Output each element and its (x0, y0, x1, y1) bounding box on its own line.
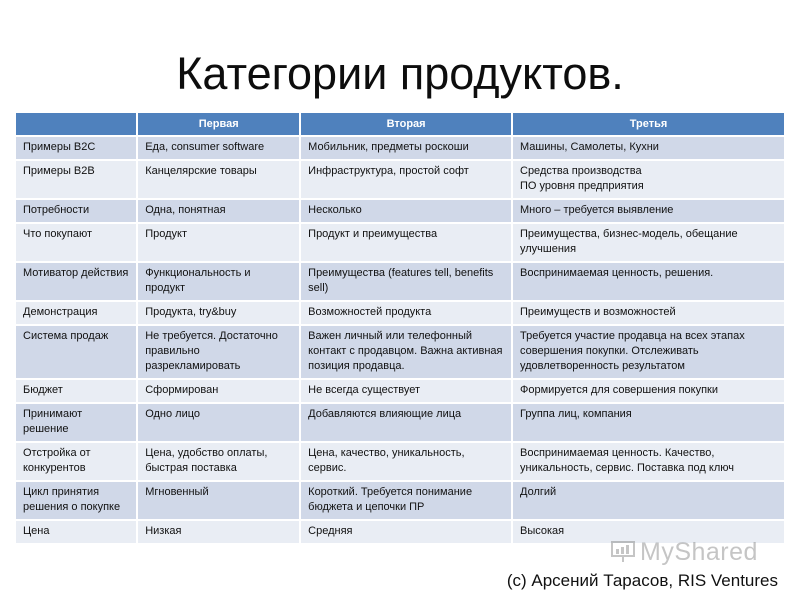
table-cell: Одно лицо (138, 404, 299, 441)
row-label-cell: Примеры B2C (16, 137, 136, 159)
table-row (16, 263, 784, 300)
table-cell: Несколько (301, 200, 511, 222)
table-cell: Добавляются влияющие лица (301, 404, 511, 441)
table-row (16, 380, 784, 402)
table-row (16, 482, 784, 519)
table-cell: Формируется для совершения покупки (513, 380, 784, 402)
table-row (16, 302, 784, 324)
table-cell: Воспринимаемая ценность, решения. (513, 263, 784, 300)
table-cell: Еда, consumer software (138, 137, 299, 159)
presentation-icon (610, 540, 636, 564)
header-cell (16, 113, 136, 135)
row-label-cell: Цикл принятия решения о покупке (16, 482, 136, 519)
table-cell: Преимущества (features tell, benefits sell) (301, 263, 511, 300)
header-cell: Третья (513, 113, 784, 135)
table-row (16, 404, 784, 441)
table-cell: Продукта, try&buy (138, 302, 299, 324)
table-cell: Сформирован (138, 380, 299, 402)
table-row (16, 161, 784, 198)
credit-text: (с) Арсений Тарасов, RIS Ventures (506, 571, 778, 590)
table-cell: Много – требуется выявление (513, 200, 784, 222)
table-cell: Мгновенный (138, 482, 299, 519)
table-cell: Группа лиц, компания (513, 404, 784, 441)
row-label-cell: Принимают решение (16, 404, 136, 441)
table-row (16, 200, 784, 222)
row-label-cell: Что покупают (16, 224, 136, 261)
table-row (16, 443, 784, 480)
row-label-cell: Бюджет (16, 380, 136, 402)
row-label-cell: Примеры B2B (16, 161, 136, 198)
table-cell: Высокая (513, 521, 784, 543)
table-cell: Короткий. Требуется понимание бюджета и цепочки ПР (301, 482, 511, 519)
table-row (16, 137, 784, 159)
table-cell: Цена, удобство оплаты, быстрая поставка (138, 443, 299, 480)
table-cell: Машины, Самолеты, Кухни (513, 137, 784, 159)
table-cell: Низкая (138, 521, 299, 543)
table-header-row (16, 113, 784, 135)
header-cell: Первая (138, 113, 299, 135)
table-cell: Инфраструктура, простой софт (301, 161, 511, 198)
table-row (16, 326, 784, 378)
header-cell: Вторая (301, 113, 511, 135)
row-label-cell: Демонстрация (16, 302, 136, 324)
table-cell: Воспринимаемая ценность. Качество, уникальность, сервис. Поставка под ключ (513, 443, 784, 480)
table-cell: Важен личный или телефонный контакт с продавцом. Важна активная позиция продавца. (301, 326, 511, 378)
table-cell: Продукт и преимущества (301, 224, 511, 261)
table-cell: Цена, качество, уникальность, сервис. (301, 443, 511, 480)
table-cell: Требуется участие продавца на всех этапах совершения покупки. Отслеживать удовлетворенность результатом (513, 326, 784, 378)
row-label-cell: Потребности (16, 200, 136, 222)
table-cell: Функциональность и продукт (138, 263, 299, 300)
table-cell: Не требуется. Достаточно правильно разрекламировать (138, 326, 299, 378)
watermark-text: MyShared (640, 537, 758, 566)
table-cell: Средства производства ПО уровня предприятия (513, 161, 784, 198)
table-cell: Одна, понятная (138, 200, 299, 222)
categories-table (14, 111, 786, 545)
row-label-cell: Мотиватор действия (16, 263, 136, 300)
table-cell: Преимуществ и возможностей (513, 302, 784, 324)
table-cell: Средняя (301, 521, 511, 543)
table-cell: Продукт (138, 224, 299, 261)
table-cell: Долгий (513, 482, 784, 519)
table-cell: Мобильник, предметы роскоши (301, 137, 511, 159)
table-cell: Преимущества, бизнес-модель, обещание улучшения (513, 224, 784, 261)
table-cell: Возможностей продукта (301, 302, 511, 324)
table-row (16, 224, 784, 261)
row-label-cell: Система продаж (16, 326, 136, 378)
watermark (610, 538, 770, 566)
row-label-cell: Цена (16, 521, 136, 543)
table-cell: Не всегда существует (301, 380, 511, 402)
row-label-cell: Отстройка от конкурентов (16, 443, 136, 480)
page-title: Категории продуктов. (176, 48, 624, 99)
table-cell: Канцелярские товары (138, 161, 299, 198)
